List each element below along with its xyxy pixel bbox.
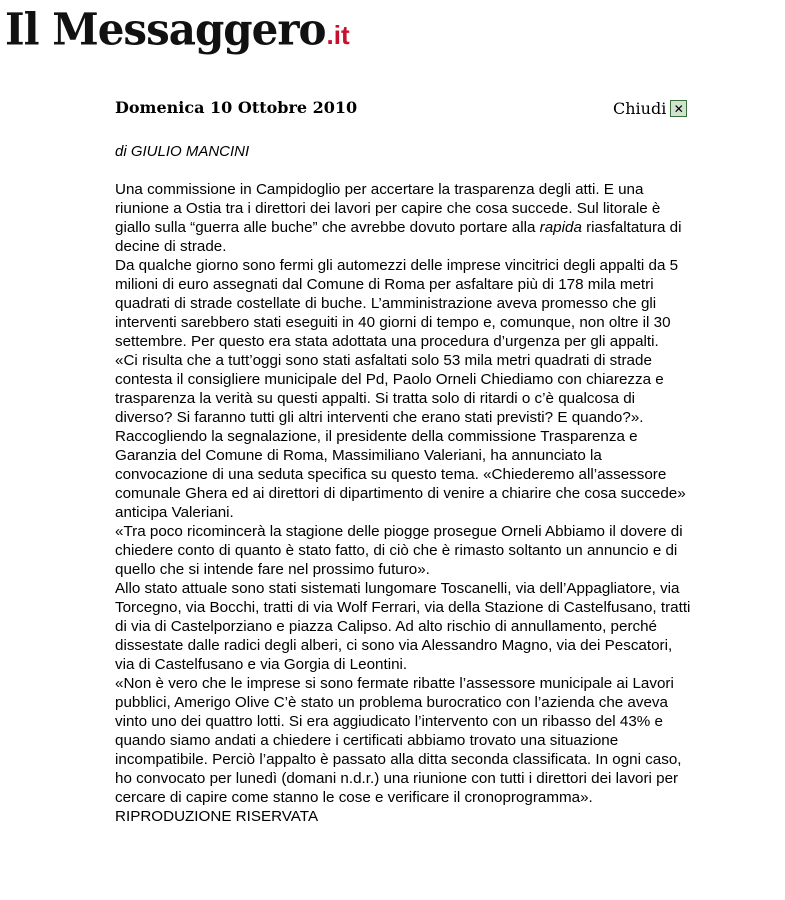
close-x-icon[interactable]: ✕ [670, 100, 687, 117]
logo-domain-suffix: .it [326, 20, 350, 50]
article-paragraph: «Non è vero che le imprese si sono fermate ribatte l’assessore municipale ai Lavori pubblici, Amerigo Olive C’è stato un problema burocratico con l’azienda che aveva vinto uno dei quattro lotti. Si era aggiudicato l’intervento con un ribasso del 43% e quando siamo andati a chiedere i certificati abbiamo trovato una situazione incompatibile. Perciò l’appalto è passato alla ditta seconda classificata. In ogni caso, ho convocato per lunedì (domani n.d.r.) una riunione con tutti i direttori dei lavori per cercare di capire come stanno le cose e verificare il cronoprogramma». [115, 675, 682, 806]
copyright-notice: RIPRODUZIONE RISERVATA [115, 808, 319, 825]
article-paragraph: Allo stato attuale sono stati sistemati lungomare Toscanelli, via dell’Appagliatore, via Torcegno, via Bocchi, tratti di via Wolf Ferrari, via della Stazione di Castelfusano, tratti di via di Castelporziano e piazza Calipso. Ad alto rischio di annullamento, perché dissestate dalle radici degli alberi, ci sono via Alessandro Magno, via dei Pescatori, via di Castelfusano e via Gorgia di Leontini. [115, 580, 691, 673]
article-body [115, 180, 695, 826]
article-paragraph: «Tra poco ricomincerà la stagione delle piogge prosegue Orneli Abbiamo il dovere di chiedere conto di quanto è stato fatto, di ciò che è rimasto soltanto un annuncio e di quello che si intende fare nel prossimo futuro». [115, 523, 683, 578]
article-paragraph: Una commissione in Campidoglio per accertare la trasparenza degli atti. E una riunione a Ostia tra i direttori dei lavori per capire che cosa succede. Sul litorale è giallo sulla “guerra alle buche” che avrebbe dovuto portare alla rapida riasfaltatura di decine di strade. [115, 181, 682, 255]
article-byline: di GIULIO MANCINI [115, 143, 250, 160]
site-logo[interactable] [5, 2, 350, 62]
article-paragraph: Da qualche giorno sono fermi gli automezzi delle imprese vincitrici degli appalti da 5 milioni di euro assegnati dal Comune di Roma per asfaltare più di 178 mila metri quadrati di strade costellate di buche. L’amministrazione aveva promesso che gli interventi sarebbero stati eseguiti in 40 giorni di tempo e, comunque, non oltre il 30 settembre. Per questo era stata adottata una procedura d’urgenza per gli appalti. [115, 257, 679, 350]
article-paragraph: Raccogliendo la segnalazione, il presidente della commissione Trasparenza e Garanzia del Comune di Roma, Massimiliano Valeriani, ha annunciato la convocazione di una seduta specifica su questo tema. «Chiederemo all’assessore comunale Ghera ed ai direttori di dipartimento di venire a chiarire che cosa succede» anticipa Valeriani. [115, 428, 686, 521]
article-date: Domenica 10 Ottobre 2010 [115, 98, 358, 117]
logo-wordmark: Il Messaggero [5, 3, 326, 56]
close-label[interactable]: Chiudi [613, 99, 667, 118]
article-paragraph: «Ci risulta che a tutt’oggi sono stati asfaltati solo 53 mila metri quadrati di strade contesta il consigliere municipale del Pd, Paolo Orneli Chiediamo con chiarezza e trasparenza la verità su questi appalti. Si tratta solo di ritardi o c’è qualcosa di diverso? Si faranno tutti gli altri interventi che erano stati previsti? E quando?». [115, 352, 664, 426]
close-control[interactable] [613, 99, 687, 118]
